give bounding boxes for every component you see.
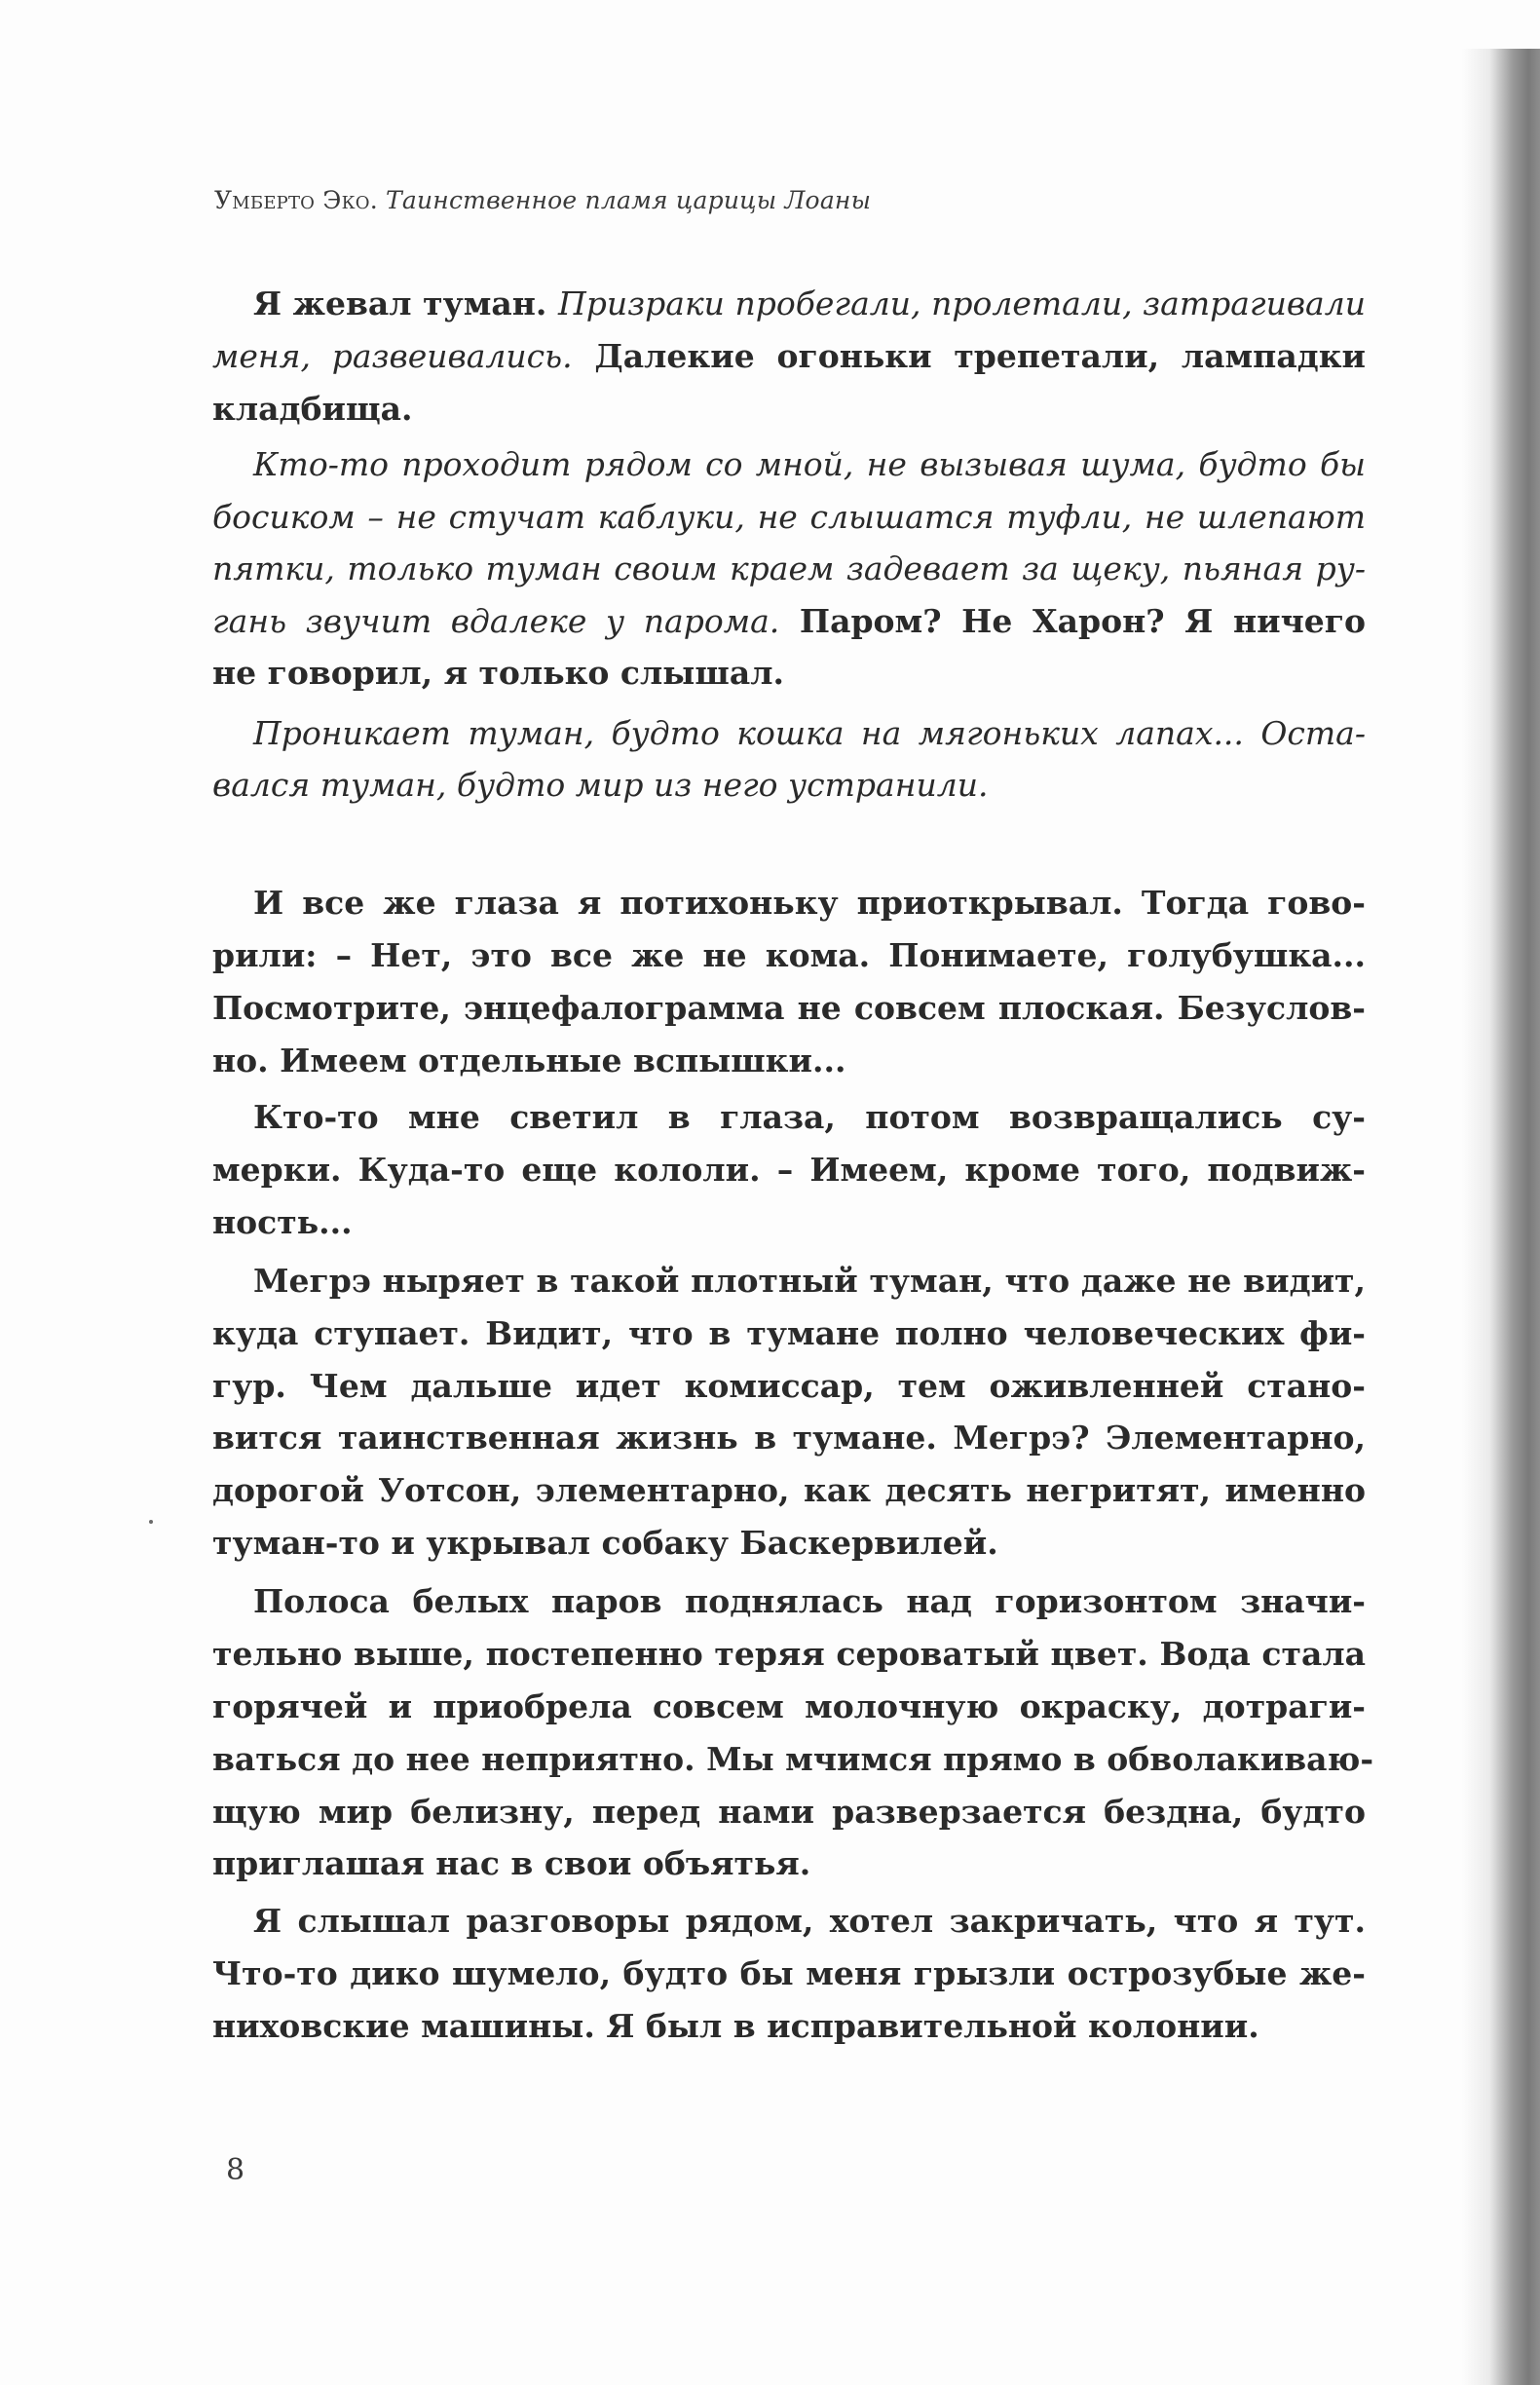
italic-text: Проникает туман, будто кошка на мягоньких лапах... Оста- [253, 714, 1366, 752]
text-line [212, 1954, 1366, 1993]
text: Мегрэ ныряет в такой плотный туман, что даже не видит, [253, 1262, 1366, 1300]
text: И все же глаза я потихоньку приоткрывал. Тогда гово- [253, 884, 1366, 922]
text-line [253, 884, 1366, 923]
text-line [212, 602, 1366, 641]
text: Далекие огоньки трепетали, лампадки [572, 337, 1367, 375]
text: рили: – Нет, это все же не кома. Понимаете, голубушка... [212, 936, 1366, 974]
text-line [212, 1793, 1366, 1832]
text-line [212, 1635, 1366, 1674]
text: ниховские машины. Я был в исправительной колонии. [212, 2007, 1259, 2045]
text-line [212, 1687, 1366, 1726]
text-line [212, 936, 1366, 975]
text: Что-то дико шумело, будто бы меня грызли острозубые же- [212, 1954, 1366, 1992]
text: Паром? Не Харон? Я ничего [779, 602, 1366, 640]
italic-text: Кто-то проходит рядом со мной, не вызывая шума, будто бы [253, 445, 1366, 483]
running-header [214, 186, 871, 214]
scan-speck [149, 1520, 153, 1524]
text-line [212, 390, 1366, 429]
text: щую мир белизну, перед нами разверзается бездна, будто [212, 1793, 1366, 1831]
text-line [212, 1367, 1366, 1406]
italic-text: пятки, только туман своим краем задевает за щеку, пьяная ру- [212, 549, 1366, 587]
text-line [212, 1041, 1366, 1080]
text-line [212, 1314, 1366, 1353]
running-header-title: Таинственное пламя царицы Лоаны [386, 186, 872, 214]
page-number: 8 [226, 2153, 245, 2187]
italic-text: босиком – не стучат каблуки, не слышатся туфли, не шлепают [212, 498, 1366, 536]
italic-text: вался туман, будто мир из него устранили. [212, 766, 989, 804]
text-line [253, 284, 1366, 323]
text-line [212, 1151, 1366, 1190]
text-line [212, 766, 1366, 805]
text-line [212, 1203, 1366, 1242]
book-spine-shadow [1462, 49, 1540, 2385]
text: не говорил, я только слышал. [212, 654, 784, 692]
text: Посмотрите, энцефалограмма не совсем плоская. Безуслов- [212, 989, 1366, 1027]
text: Я слышал разговоры рядом, хотел закричать, что я тут. [253, 1902, 1366, 1940]
text: но. Имеем отдельные вспышки... [212, 1041, 846, 1079]
text: вится таинственная жизнь в тумане. Мегрэ? Элементарно, [212, 1419, 1366, 1457]
text: куда ступает. Видит, что в тумане полно человеческих фи- [212, 1314, 1366, 1352]
text-line [212, 1524, 1366, 1563]
text: Кто-то мне светил в глаза, потом возвращались су- [253, 1098, 1366, 1136]
text-line [253, 1262, 1366, 1301]
italic-text: гань звучит вдалеке у парома. [212, 602, 780, 640]
text: туман-то и укрывал собаку Баскервилей. [212, 1524, 998, 1562]
text: кладбища. [212, 390, 413, 428]
text-line [253, 1902, 1366, 1941]
text: горячей и приобрела совсем молочную окраску, дотраги- [212, 1687, 1366, 1725]
running-header-author: Умберто Эко. [214, 186, 378, 214]
text: дорогой Уотсон, элементарно, как десять негритят, именно [212, 1471, 1366, 1509]
text-line [253, 714, 1366, 753]
text: приглашая нас в свои объятья. [212, 1844, 811, 1882]
text: ность... [212, 1203, 353, 1241]
text: Я жевал туман. [253, 284, 558, 322]
text-line [212, 337, 1366, 376]
text-line [212, 989, 1366, 1028]
text: мерки. Куда-то еще кололи. – Имеем, кроме того, подвиж- [212, 1151, 1366, 1189]
text-line [212, 1471, 1366, 1510]
italic-text: Призраки пробегали, пролетали, затрагивали [557, 284, 1366, 322]
text-line [253, 445, 1366, 484]
text: Полоса белых паров поднялась над горизонтом значи- [253, 1582, 1366, 1620]
text-line [212, 1740, 1374, 1779]
text-line [212, 2007, 1366, 2046]
text-line [212, 1419, 1366, 1458]
text-line [212, 654, 1366, 693]
text: тельно выше, постепенно теряя сероватый цвет. Вода стала [212, 1635, 1366, 1673]
italic-text: меня, развеивались. [212, 337, 573, 375]
text-line [212, 498, 1366, 537]
text-line [212, 1844, 1366, 1883]
text-line [212, 549, 1366, 588]
text: гур. Чем дальше идет комиссар, тем оживленней стано- [212, 1367, 1366, 1405]
text-line [253, 1582, 1366, 1621]
text-line [253, 1098, 1366, 1137]
text: ваться до нее неприятно. Мы мчимся прямо в обволакиваю- [212, 1740, 1374, 1778]
